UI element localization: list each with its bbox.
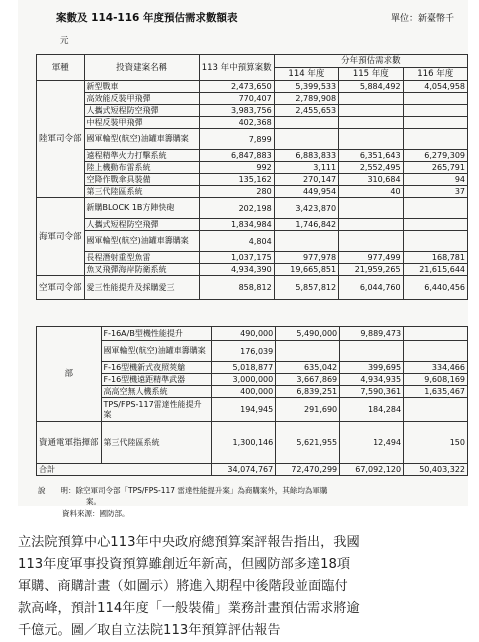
amount-cell-y113: 858,812 xyxy=(199,276,274,300)
total-113: 34,074,767 xyxy=(212,464,276,476)
amount-cell-y116 xyxy=(403,129,467,150)
amount-cell-y116 xyxy=(404,398,468,422)
table-row xyxy=(37,198,468,219)
table-row xyxy=(37,162,468,174)
table-row xyxy=(37,117,468,129)
table-row xyxy=(37,422,468,464)
amount-cell-y116: 21,615,644 xyxy=(403,264,467,276)
dept-cell: 海軍司令部 xyxy=(37,198,85,276)
table-row xyxy=(37,219,468,231)
amount-cell-y114: 5,857,812 xyxy=(274,276,338,300)
note-line-1: 說 明：除空軍司令部「TPS/FPS-117 雷達性能提升案」為商購案外，其餘均為軍購 xyxy=(38,486,328,495)
caption-line-2: 113年度軍事投資預算雖創近年新高，但國防部多達18項 xyxy=(18,557,351,572)
amount-cell-y113: 3,000,000 xyxy=(212,374,276,386)
total-115: 67,092,120 xyxy=(340,464,404,476)
table-row xyxy=(37,81,468,93)
item-name-cell: 第三代陸區系統 xyxy=(84,186,199,198)
amount-cell-y115: 21,959,265 xyxy=(339,264,403,276)
amount-cell-y113: 770,407 xyxy=(199,93,274,105)
amount-cell-y114 xyxy=(276,341,340,362)
amount-cell-y115: 4,934,935 xyxy=(340,374,404,386)
amount-cell-y116 xyxy=(403,117,467,129)
caption-line-4: 款高峰，預計114年度「一般裝備」業務計畫預估需求將逾 xyxy=(18,601,360,616)
amount-cell-y115 xyxy=(340,341,404,362)
item-name-cell: 遠程精準火力打擊系統 xyxy=(84,150,199,162)
dept-cell: 陸軍司令部 xyxy=(37,81,85,198)
amount-cell-y116: 4,054,958 xyxy=(403,81,467,93)
total-row xyxy=(37,464,468,476)
amount-cell-y113: 402,368 xyxy=(199,117,274,129)
item-name-cell: 新型戰車 xyxy=(84,81,199,93)
amount-cell-y113: 3,983,756 xyxy=(199,105,274,117)
amount-cell-y116: 1,635,467 xyxy=(404,386,468,398)
dept-cell: 部 xyxy=(37,327,102,422)
document-scan xyxy=(18,0,468,518)
amount-cell-y114: 449,954 xyxy=(274,186,338,198)
item-name-cell: 國軍輪型(航空)油罐車籌購案 xyxy=(84,231,199,252)
amount-cell-y114: 3,423,870 xyxy=(274,198,338,219)
total-114: 72,470,299 xyxy=(276,464,340,476)
item-name-cell: 空降作戰傘具裝備 xyxy=(84,174,199,186)
header-113: 113 年中預算案數 xyxy=(199,55,274,81)
amount-cell-y115: 6,351,643 xyxy=(339,150,403,162)
amount-cell-y115: 40 xyxy=(339,186,403,198)
article-caption xyxy=(18,532,462,642)
table-row xyxy=(37,341,468,362)
amount-cell-y116 xyxy=(403,219,467,231)
table-row xyxy=(37,93,468,105)
header-split: 分年預估需求數 xyxy=(274,55,467,68)
amount-cell-y116: 168,781 xyxy=(403,252,467,264)
amount-cell-y113: 2,473,650 xyxy=(199,81,274,93)
amount-cell-y114: 5,399,533 xyxy=(274,81,338,93)
budget-table-bottom xyxy=(36,326,468,476)
amount-cell-y114: 635,042 xyxy=(276,362,340,374)
total-label: 合計 xyxy=(37,464,212,476)
item-name-cell: F-16A/B型機性能提升 xyxy=(101,327,212,341)
amount-cell-y113: 1,834,984 xyxy=(199,219,274,231)
amount-cell-y114: 3,667,869 xyxy=(276,374,340,386)
amount-cell-y114: 291,690 xyxy=(276,398,340,422)
amount-cell-y116: 334,466 xyxy=(404,362,468,374)
amount-cell-y116: 9,608,169 xyxy=(404,374,468,386)
amount-cell-y114 xyxy=(274,231,338,252)
item-name-cell: 人攜式短程防空飛彈 xyxy=(84,105,199,117)
amount-cell-y115: 5,884,492 xyxy=(339,81,403,93)
amount-cell-y116 xyxy=(403,105,467,117)
table-row xyxy=(37,398,468,422)
item-name-cell: 中程反裝甲飛彈 xyxy=(84,117,199,129)
table-row xyxy=(37,129,468,150)
caption-line-3: 軍購、商購計畫（如圖示）將進入期程中後階段並面臨付 xyxy=(18,579,348,594)
amount-cell-y113: 992 xyxy=(199,162,274,174)
amount-cell-y116 xyxy=(403,231,467,252)
amount-cell-y113: 4,934,390 xyxy=(199,264,274,276)
amount-cell-y113: 4,804 xyxy=(199,231,274,252)
amount-cell-y115 xyxy=(339,219,403,231)
amount-cell-y114: 977,978 xyxy=(274,252,338,264)
item-name-cell: 魚叉飛彈海岸防衛系統 xyxy=(84,264,199,276)
amount-cell-y113: 400,000 xyxy=(212,386,276,398)
amount-cell-y116: 37 xyxy=(403,186,467,198)
amount-cell-y116 xyxy=(403,93,467,105)
table-row xyxy=(37,362,468,374)
currency-label: 元 xyxy=(60,36,69,46)
amount-cell-y116: 6,279,309 xyxy=(403,150,467,162)
table-row xyxy=(37,264,468,276)
amount-cell-y114: 2,455,653 xyxy=(274,105,338,117)
amount-cell-y115 xyxy=(339,231,403,252)
amount-cell-y115 xyxy=(339,105,403,117)
amount-cell-y116: 6,440,456 xyxy=(403,276,467,300)
amount-cell-y115: 6,044,760 xyxy=(339,276,403,300)
amount-cell-y115: 184,284 xyxy=(340,398,404,422)
header-114: 114 年度 xyxy=(274,68,338,81)
table-row xyxy=(37,186,468,198)
item-name-cell: 愛三性能提升及採購愛三 xyxy=(84,276,199,300)
amount-cell-y113: 7,899 xyxy=(199,129,274,150)
header-116: 116 年度 xyxy=(403,68,467,81)
amount-cell-y116 xyxy=(404,341,468,362)
table-row xyxy=(37,252,468,264)
amount-cell-y115: 399,695 xyxy=(340,362,404,374)
table-row xyxy=(37,231,468,252)
table-row xyxy=(37,150,468,162)
table-note xyxy=(38,485,327,507)
note-line-2: 案。 xyxy=(86,497,101,506)
amount-cell-y115 xyxy=(339,129,403,150)
caption-line-5: 千億元。圖／取自立法院113年預算評估報告 xyxy=(18,623,281,638)
amount-cell-y113: 1,300,146 xyxy=(212,422,276,464)
table-source: 資料來源：國防部。 xyxy=(62,509,130,518)
budget-table-top xyxy=(36,54,468,300)
amount-cell-y114: 6,883,833 xyxy=(274,150,338,162)
amount-cell-y115: 977,499 xyxy=(339,252,403,264)
table-row xyxy=(37,386,468,398)
item-name-cell: 新購BLOCK 1B方陣快砲 xyxy=(84,198,199,219)
amount-cell-y115 xyxy=(339,117,403,129)
amount-cell-y113: 280 xyxy=(199,186,274,198)
amount-cell-y116: 265,791 xyxy=(403,162,467,174)
amount-cell-y114: 5,490,000 xyxy=(276,327,340,341)
amount-cell-y115: 12,494 xyxy=(340,422,404,464)
table-row xyxy=(37,276,468,300)
amount-cell-y115: 310,684 xyxy=(339,174,403,186)
dept-cell: 空軍司令部 xyxy=(37,276,85,300)
amount-cell-y114 xyxy=(274,117,338,129)
amount-cell-y114: 270,147 xyxy=(274,174,338,186)
amount-cell-y116: 94 xyxy=(403,174,467,186)
amount-cell-y113: 135,162 xyxy=(199,174,274,186)
amount-cell-y113: 1,037,175 xyxy=(199,252,274,264)
item-name-cell: 長程潛射重型魚雷 xyxy=(84,252,199,264)
table-row xyxy=(37,174,468,186)
table-row xyxy=(37,327,468,341)
item-name-cell: 第三代陸區系統 xyxy=(101,422,212,464)
item-name-cell: TPS/FPS-117雷達性能提升案 xyxy=(101,398,212,422)
amount-cell-y115 xyxy=(339,93,403,105)
amount-cell-y114: 6,839,251 xyxy=(276,386,340,398)
amount-cell-y114: 1,746,842 xyxy=(274,219,338,231)
amount-cell-y113: 5,018,877 xyxy=(212,362,276,374)
header-dept: 軍種 xyxy=(37,55,85,81)
amount-cell-y114: 5,621,955 xyxy=(276,422,340,464)
item-name-cell: F-16型機遠距精準武器 xyxy=(101,374,212,386)
amount-cell-y115: 2,552,495 xyxy=(339,162,403,174)
caption-line-1: 立法院預算中心113年中央政府總預算案評報告指出，我國 xyxy=(18,535,360,550)
amount-cell-y113: 202,198 xyxy=(199,198,274,219)
amount-cell-y113: 6,847,883 xyxy=(199,150,274,162)
amount-cell-y115: 9,889,473 xyxy=(340,327,404,341)
unit-label: 單位：新臺幣千 xyxy=(390,14,454,24)
table-header-bar xyxy=(18,10,468,28)
amount-cell-y114: 19,665,851 xyxy=(274,264,338,276)
amount-cell-y116: 150 xyxy=(404,422,468,464)
item-name-cell: 高效能反裝甲飛彈 xyxy=(84,93,199,105)
dept-cell: 資通電軍指揮部 xyxy=(37,422,102,464)
table-row xyxy=(37,374,468,386)
item-name-cell: 人攜式短程防空飛彈 xyxy=(84,219,199,231)
amount-cell-y113: 490,000 xyxy=(212,327,276,341)
amount-cell-y116 xyxy=(404,327,468,341)
amount-cell-y114 xyxy=(274,129,338,150)
item-name-cell: 國軍輪型(航空)油罐車籌購案 xyxy=(101,341,212,362)
header-item: 投資建案名稱 xyxy=(84,55,199,81)
amount-cell-y115 xyxy=(339,198,403,219)
item-name-cell: 高高空無人機系統 xyxy=(101,386,212,398)
amount-cell-y114: 2,789,908 xyxy=(274,93,338,105)
item-name-cell: 國軍輪型(航空)油罐車籌購案 xyxy=(84,129,199,150)
total-116: 50,403,322 xyxy=(404,464,468,476)
amount-cell-y113: 194,945 xyxy=(212,398,276,422)
table-row xyxy=(37,105,468,117)
amount-cell-y115: 7,590,361 xyxy=(340,386,404,398)
amount-cell-y114: 3,111 xyxy=(274,162,338,174)
amount-cell-y113: 176,039 xyxy=(212,341,276,362)
amount-cell-y116 xyxy=(403,198,467,219)
table-title: 案數及 114-116 年度預估需求數額表 xyxy=(56,12,238,24)
item-name-cell: F-16型機新式夜照莢艙 xyxy=(101,362,212,374)
header-115: 115 年度 xyxy=(339,68,403,81)
item-name-cell: 陸上機動布雷系統 xyxy=(84,162,199,174)
